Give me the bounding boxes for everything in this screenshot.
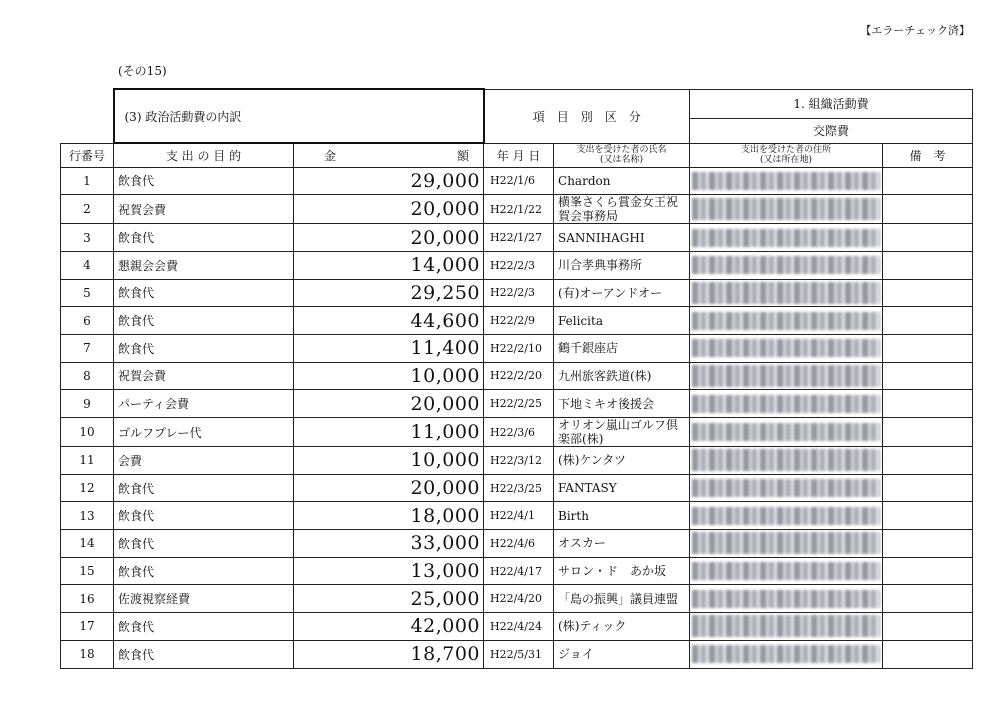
remarks-cell <box>883 474 973 502</box>
date-cell: H22/2/10 <box>484 334 554 362</box>
remarks-cell <box>883 390 973 418</box>
amount-cell: 44,600 <box>294 307 484 335</box>
payee-address-cell <box>690 307 883 335</box>
amount-cell: 20,000 <box>294 474 484 502</box>
remarks-cell <box>883 418 973 447</box>
table-row <box>61 390 973 418</box>
redacted-address <box>692 172 880 190</box>
item-class-label: 項 目 別 区 分 <box>484 89 690 143</box>
purpose-cell: 飲食代 <box>114 613 294 641</box>
table-row <box>61 362 973 390</box>
table-row <box>61 279 973 307</box>
table-row <box>61 474 973 502</box>
amount-cell: 18,700 <box>294 640 484 668</box>
payee-name-cell: ジョイ <box>554 640 690 668</box>
redacted-address <box>692 507 880 525</box>
redacted-address <box>692 532 880 554</box>
payee-name-cell: 川合孝典事務所 <box>554 251 690 279</box>
category-label: 1. 組織活動費 <box>690 89 973 118</box>
header-payee-name: 支出を受けた者の氏名 (又は名称) <box>554 143 690 167</box>
header-amount-left: 金 <box>324 148 337 163</box>
row-number: 2 <box>61 195 114 224</box>
header-payee-address: 支出を受けた者の住所 (又は所在地) <box>690 143 883 167</box>
expenditure-table <box>60 88 973 669</box>
date-cell: H22/4/24 <box>484 613 554 641</box>
payee-name-cell: 下地ミキオ後援会 <box>554 390 690 418</box>
row-number: 8 <box>61 362 114 390</box>
date-cell: H22/1/27 <box>484 224 554 252</box>
payee-address-cell <box>690 447 883 475</box>
date-cell: H22/5/31 <box>484 640 554 668</box>
payee-address-cell <box>690 640 883 668</box>
table-row <box>61 418 973 447</box>
date-cell: H22/3/25 <box>484 474 554 502</box>
purpose-cell: 会費 <box>114 447 294 475</box>
payee-name-cell: (有)オーアンドオー <box>554 279 690 307</box>
date-cell: H22/2/3 <box>484 251 554 279</box>
remarks-cell <box>883 585 973 613</box>
row-number: 18 <box>61 640 114 668</box>
redacted-address <box>692 312 880 330</box>
header-purpose: 支 出 の 目 的 <box>114 143 294 167</box>
date-cell: H22/4/6 <box>484 530 554 558</box>
date-cell: H22/4/1 <box>484 502 554 530</box>
payee-address-cell <box>690 195 883 224</box>
amount-cell: 10,000 <box>294 362 484 390</box>
payee-name-cell: (株)ケンタツ <box>554 447 690 475</box>
redacted-address <box>692 365 880 387</box>
redacted-address <box>692 229 880 247</box>
amount-cell: 20,000 <box>294 224 484 252</box>
payee-address-cell <box>690 530 883 558</box>
remarks-cell <box>883 334 973 362</box>
row-number: 10 <box>61 418 114 447</box>
row-number: 1 <box>61 167 114 195</box>
remarks-cell <box>883 502 973 530</box>
date-cell: H22/1/22 <box>484 195 554 224</box>
remarks-cell <box>883 195 973 224</box>
purpose-cell: 飲食代 <box>114 502 294 530</box>
purpose-cell: 飲食代 <box>114 474 294 502</box>
purpose-cell: 飲食代 <box>114 167 294 195</box>
remarks-cell <box>883 447 973 475</box>
payee-name-cell: 鶴千銀座店 <box>554 334 690 362</box>
date-cell: H22/2/25 <box>484 390 554 418</box>
header-remarks: 備 考 <box>883 143 973 167</box>
amount-cell: 20,000 <box>294 390 484 418</box>
amount-cell: 20,000 <box>294 195 484 224</box>
date-cell: H22/3/6 <box>484 418 554 447</box>
table-row <box>61 557 973 585</box>
redacted-address <box>692 256 880 274</box>
date-cell: H22/4/17 <box>484 557 554 585</box>
purpose-cell: 飲食代 <box>114 640 294 668</box>
table-row <box>61 640 973 668</box>
payee-address-cell <box>690 167 883 195</box>
row-number: 9 <box>61 390 114 418</box>
payee-address-cell <box>690 251 883 279</box>
table-row <box>61 334 973 362</box>
table-row <box>61 530 973 558</box>
purpose-cell: パーティ会費 <box>114 390 294 418</box>
header-date: 年 月 日 <box>484 143 554 167</box>
purpose-cell: 祝賀会費 <box>114 195 294 224</box>
purpose-cell: 飲食代 <box>114 530 294 558</box>
row-number: 16 <box>61 585 114 613</box>
table-row <box>61 585 973 613</box>
amount-cell: 14,000 <box>294 251 484 279</box>
header-amount-right: 額 <box>457 148 470 163</box>
row-number: 17 <box>61 613 114 641</box>
section-title: (3) 政治活動費の内訳 <box>114 89 484 143</box>
purpose-cell: 佐渡視察経費 <box>114 585 294 613</box>
amount-cell: 11,400 <box>294 334 484 362</box>
payee-address-cell <box>690 557 883 585</box>
remarks-cell <box>883 557 973 585</box>
payee-name-cell: FANTASY <box>554 474 690 502</box>
date-cell: H22/2/3 <box>484 279 554 307</box>
header-amount <box>294 143 484 167</box>
table-row <box>61 224 973 252</box>
table-row <box>61 502 973 530</box>
purpose-cell: 懇親会会費 <box>114 251 294 279</box>
redacted-address <box>692 423 880 441</box>
redacted-address <box>692 645 880 663</box>
purpose-cell: ゴルフプレー代 <box>114 418 294 447</box>
amount-cell: 42,000 <box>294 613 484 641</box>
redacted-address <box>692 339 880 357</box>
page-label: (その15) <box>118 64 167 78</box>
purpose-cell: 祝賀会費 <box>114 362 294 390</box>
table-row <box>61 195 973 224</box>
purpose-cell: 飲食代 <box>114 224 294 252</box>
amount-cell: 10,000 <box>294 447 484 475</box>
payee-address-cell <box>690 390 883 418</box>
payee-name-cell: Felicita <box>554 307 690 335</box>
row-number: 5 <box>61 279 114 307</box>
redacted-address <box>692 198 880 220</box>
purpose-cell: 飲食代 <box>114 557 294 585</box>
remarks-cell <box>883 362 973 390</box>
date-cell: H22/2/20 <box>484 362 554 390</box>
purpose-cell: 飲食代 <box>114 334 294 362</box>
amount-cell: 33,000 <box>294 530 484 558</box>
amount-cell: 18,000 <box>294 502 484 530</box>
amount-cell: 11,000 <box>294 418 484 447</box>
payee-name-cell: サロン・ド あか坂 <box>554 557 690 585</box>
purpose-cell: 飲食代 <box>114 279 294 307</box>
amount-cell: 13,000 <box>294 557 484 585</box>
redacted-address <box>692 562 880 580</box>
row-number: 14 <box>61 530 114 558</box>
payee-name-cell: 「島の振興」議員連盟 <box>554 585 690 613</box>
payee-address-cell <box>690 474 883 502</box>
date-cell: H22/1/6 <box>484 167 554 195</box>
redacted-address <box>692 615 880 637</box>
payee-name-cell: オリオン嵐山ゴルフ倶楽部(株) <box>554 418 690 447</box>
table-row <box>61 251 973 279</box>
remarks-cell <box>883 167 973 195</box>
payee-name-cell: オスカー <box>554 530 690 558</box>
date-cell: H22/3/12 <box>484 447 554 475</box>
payee-address-cell <box>690 502 883 530</box>
row-number: 7 <box>61 334 114 362</box>
redacted-address <box>692 395 880 413</box>
payee-address-cell <box>690 334 883 362</box>
payee-name-cell: 九州旅客鉄道(株) <box>554 362 690 390</box>
error-check-stamp: 【エラーチェック済】 <box>860 24 970 37</box>
payee-address-cell <box>690 585 883 613</box>
remarks-cell <box>883 224 973 252</box>
payee-name-cell: Birth <box>554 502 690 530</box>
row-number: 4 <box>61 251 114 279</box>
redacted-address <box>692 282 880 304</box>
row-number: 3 <box>61 224 114 252</box>
remarks-cell <box>883 279 973 307</box>
payee-name-cell: (株)ティック <box>554 613 690 641</box>
date-cell: H22/2/9 <box>484 307 554 335</box>
remarks-cell <box>883 613 973 641</box>
payee-name-cell: Chardon <box>554 167 690 195</box>
amount-cell: 25,000 <box>294 585 484 613</box>
header-row-no: 行番号 <box>61 143 114 167</box>
amount-cell: 29,250 <box>294 279 484 307</box>
payee-name-cell: SANNIHAGHI <box>554 224 690 252</box>
payee-address-cell <box>690 418 883 447</box>
row-number: 13 <box>61 502 114 530</box>
table-row <box>61 167 973 195</box>
remarks-cell <box>883 530 973 558</box>
row-number: 11 <box>61 447 114 475</box>
redacted-address <box>692 449 880 471</box>
redacted-address <box>692 479 880 497</box>
blank-corner <box>61 89 114 143</box>
payee-address-cell <box>690 362 883 390</box>
amount-cell: 29,000 <box>294 167 484 195</box>
remarks-cell <box>883 307 973 335</box>
row-number: 15 <box>61 557 114 585</box>
subcategory-label: 交際費 <box>690 118 973 143</box>
row-number: 6 <box>61 307 114 335</box>
payee-name-cell: 横峯さくら賞金女王祝賀会事務局 <box>554 195 690 224</box>
payee-address-cell <box>690 224 883 252</box>
table-row <box>61 613 973 641</box>
row-number: 12 <box>61 474 114 502</box>
table-row <box>61 307 973 335</box>
payee-address-cell <box>690 279 883 307</box>
payee-address-cell <box>690 613 883 641</box>
date-cell: H22/4/20 <box>484 585 554 613</box>
remarks-cell <box>883 251 973 279</box>
purpose-cell: 飲食代 <box>114 307 294 335</box>
table-row <box>61 447 973 475</box>
remarks-cell <box>883 640 973 668</box>
redacted-address <box>692 590 880 608</box>
